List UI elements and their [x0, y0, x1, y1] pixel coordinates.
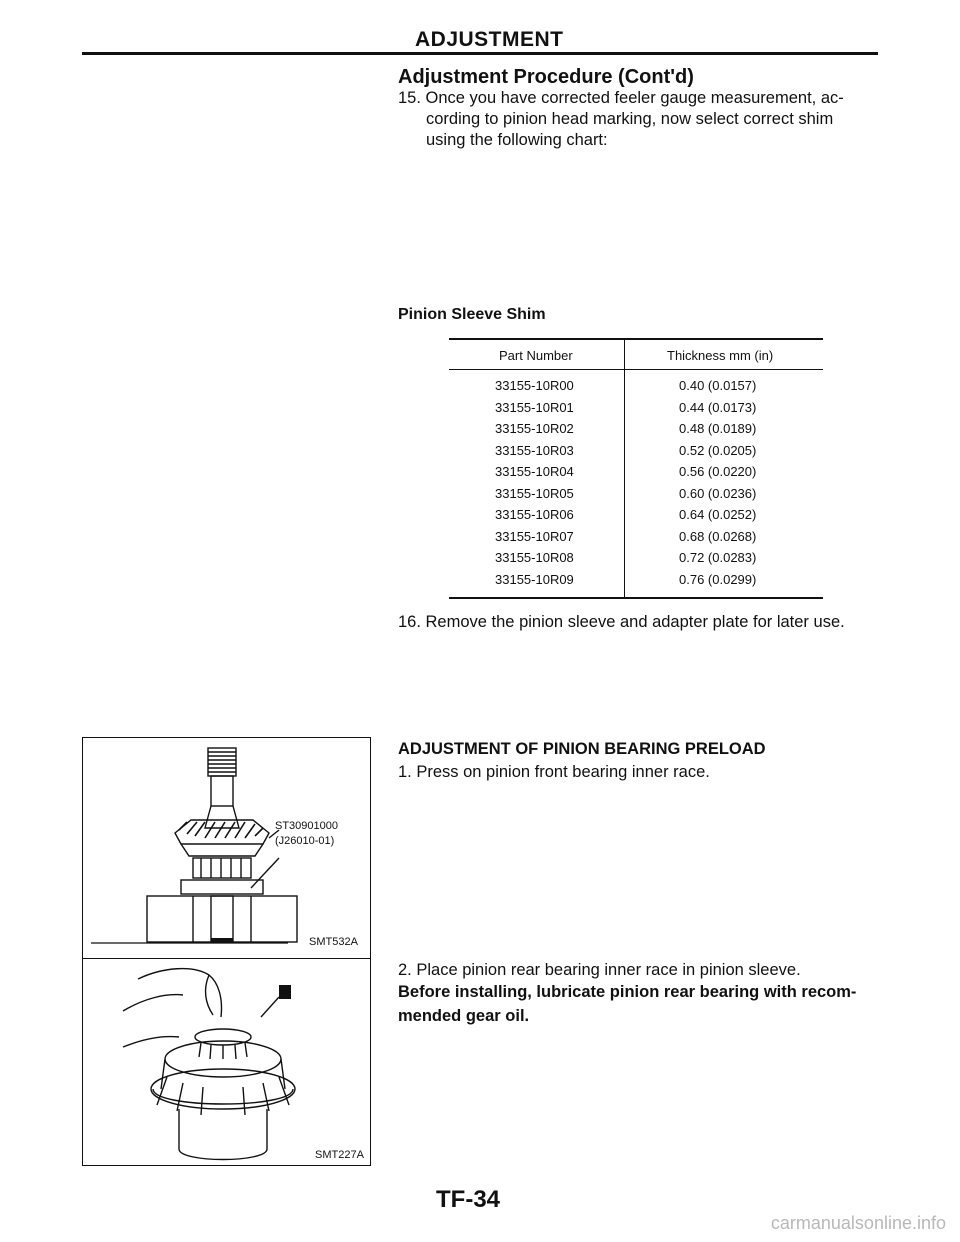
table-cell-thickness: 0.68 (0.0268): [679, 528, 757, 544]
step16-text: 16. Remove the pinion sleeve and adapter plate for later use.: [398, 613, 845, 631]
table-cell-thickness: 0.44 (0.0173): [679, 399, 757, 415]
page-number: TF-34: [436, 1186, 501, 1213]
preload-step2: 2. Place pinion rear bearing inner race in pinion sleeve.: [398, 961, 801, 979]
table-cell-part-number: 33155-10R01: [495, 399, 574, 415]
preload-step1: 1. Press on pinion front bearing inner race.: [398, 763, 710, 781]
step15-line1: 15. Once you have corrected feeler gauge measurement, ac-: [398, 89, 844, 107]
table-cell-thickness: 0.64 (0.0252): [679, 507, 757, 522]
table-header-rule: [449, 369, 823, 370]
table-cell-thickness: 0.76 (0.0299): [679, 571, 757, 587]
step15-line2: cording to pinion head marking, now select correct shim: [426, 110, 834, 128]
tool-alt-number-label: (J26010-01): [275, 835, 335, 847]
table-cell-part-number: 33155-10R09: [495, 571, 574, 587]
table-cell-part-number: 33155-10R03: [495, 442, 574, 458]
table-cell-thickness: 0.40 (0.0157): [679, 378, 757, 393]
figure2-code: SMT227A: [315, 1149, 364, 1161]
table-cell-part-number: 33155-10R06: [495, 507, 574, 522]
figure-pinion-sleeve: [82, 958, 371, 1166]
table-cell-part-number: 33155-10R04: [495, 464, 574, 479]
table-cell-part-number: 33155-10R07: [495, 528, 574, 544]
preload-title: ADJUSTMENT OF PINION BEARING PRELOAD: [398, 740, 766, 758]
table-cell-thickness: 0.72 (0.0283): [679, 550, 757, 565]
page-header-title: ADJUSTMENT: [415, 28, 564, 51]
table-cell-part-number: 33155-10R02: [495, 421, 574, 436]
tool-number-label: ST30901000: [275, 820, 338, 832]
table-cell-part-number: 33155-10R05: [495, 485, 574, 501]
table-header-part-number: Part Number: [499, 348, 573, 363]
figure1-code: SMT532A: [309, 936, 358, 948]
figure-pinion-press: [82, 737, 371, 959]
section-title: Adjustment Procedure (Cont'd): [398, 66, 694, 88]
watermark: carmanualsonline.info: [770, 1213, 946, 1233]
preload-note-line2: mended gear oil.: [398, 1007, 530, 1025]
table-cell-thickness: 0.52 (0.0205): [679, 442, 757, 458]
pinion-sleeve-illustration: [83, 959, 372, 1167]
table-cell-part-number: 33155-10R00: [495, 378, 574, 393]
step15-line3: using the following chart:: [426, 131, 608, 149]
table-cell-thickness: 0.60 (0.0236): [679, 485, 757, 501]
table-cell-thickness: 0.56 (0.0220): [679, 464, 757, 479]
table-top-rule: [449, 338, 823, 340]
table-cell-thickness: 0.48 (0.0189): [679, 421, 757, 436]
table-divider: [624, 338, 625, 598]
header-rule: [82, 52, 878, 55]
table-title: Pinion Sleeve Shim: [398, 306, 546, 323]
preload-note-line1: Before installing, lubricate pinion rear bearing with recom-: [398, 983, 857, 1001]
table-header-thickness: Thickness mm (in): [667, 348, 774, 363]
table-cell-part-number: 33155-10R08: [495, 550, 574, 565]
table-bottom-rule: [449, 597, 823, 599]
pinion-press-illustration: [83, 738, 372, 960]
